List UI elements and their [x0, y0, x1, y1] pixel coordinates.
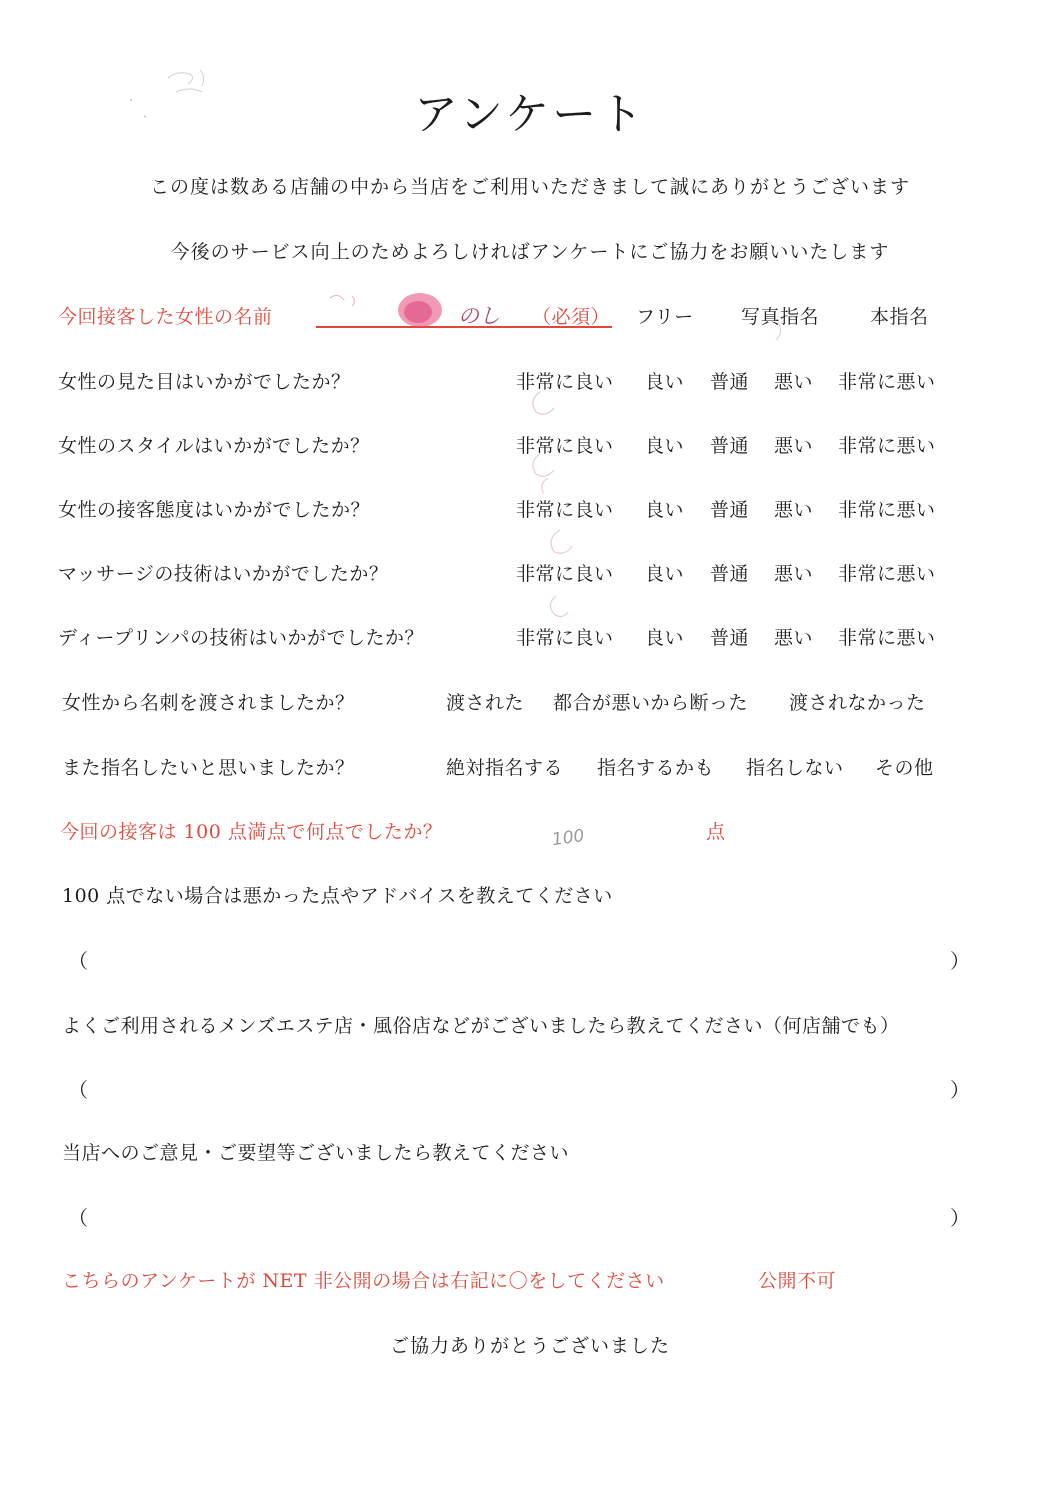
- rating-bad[interactable]: 悪い: [774, 435, 814, 457]
- rating-very-good[interactable]: 非常に良い: [516, 627, 614, 649]
- rating-good[interactable]: 良い: [645, 435, 685, 457]
- circle-mark-2: [533, 454, 554, 476]
- rating-bad[interactable]: 悪い: [774, 499, 814, 521]
- circle-mark-3: [542, 478, 548, 494]
- question-attitude: 女性の接客態度はいかがでしたか？: [58, 499, 371, 521]
- score-label: 今回の接客は 100 点満点で何点でしたか？: [60, 821, 443, 843]
- rating-bad[interactable]: 悪い: [774, 627, 814, 649]
- rating-very-bad[interactable]: 非常に悪い: [838, 627, 936, 649]
- advice-paren-open: （: [68, 949, 88, 973]
- rating-average[interactable]: 普通: [710, 435, 750, 457]
- intro-line-1: この度は数ある店舗の中から当店をご利用いただきまして誠にありがとうございます: [149, 176, 910, 198]
- rating-bad[interactable]: 悪い: [774, 563, 814, 585]
- question-massage: マッサージの技術はいかがでしたか？: [58, 563, 389, 585]
- name-label: 今回接客した女性の名前: [58, 306, 273, 328]
- intro-line-2: 今後のサービス向上のためよろしければアンケートにご協力をお願いいたします: [170, 241, 890, 263]
- closing-message: ご協力ありがとうございました: [389, 1335, 670, 1357]
- page-title: アンケート: [413, 89, 647, 140]
- handwritten-score[interactable]: 100: [550, 825, 586, 851]
- required-mark: （必須）: [532, 306, 611, 328]
- card-option-declined[interactable]: 都合が悪いから断った: [553, 692, 749, 714]
- net-private-option[interactable]: 公開不可: [758, 1270, 837, 1292]
- option-free[interactable]: フリー: [636, 306, 694, 328]
- circle-mark-6: [776, 322, 781, 340]
- rating-good[interactable]: 良い: [645, 371, 685, 393]
- shops-paren-close: ）: [950, 1078, 970, 1102]
- card-option-received[interactable]: 渡された: [446, 692, 525, 714]
- rating-average[interactable]: 普通: [710, 499, 750, 521]
- rating-very-bad[interactable]: 非常に悪い: [838, 563, 936, 585]
- card-option-not-received[interactable]: 渡されなかった: [789, 692, 926, 714]
- opinion-prompt: 当店へのご意見・ご要望等ございましたら教えてください: [62, 1142, 570, 1164]
- option-main-nomination[interactable]: 本指名: [870, 306, 929, 328]
- question-business-card: 女性から名刺を渡されましたか？: [62, 692, 355, 714]
- question-style: 女性のスタイルはいかがでしたか？: [58, 435, 370, 457]
- rating-average[interactable]: 普通: [710, 371, 750, 393]
- option-photo-nomination[interactable]: 写真指名: [741, 306, 820, 328]
- faint-name-stroke: [330, 295, 355, 306]
- rating-very-bad[interactable]: 非常に悪い: [838, 435, 936, 457]
- pink-scribble-core: [404, 301, 432, 323]
- rating-average[interactable]: 普通: [710, 627, 750, 649]
- rating-very-good[interactable]: 非常に良い: [516, 371, 614, 393]
- scan-dot-mark: [130, 100, 146, 117]
- advice-paren-close: ）: [950, 949, 970, 973]
- opinion-paren-open: （: [68, 1206, 88, 1230]
- rating-very-bad[interactable]: 非常に悪い: [838, 499, 936, 521]
- rating-very-bad[interactable]: 非常に悪い: [838, 371, 936, 393]
- repeat-option-no[interactable]: 指名しない: [746, 757, 844, 779]
- circle-mark-4: [551, 530, 572, 553]
- handwritten-name[interactable]: のし: [458, 304, 500, 328]
- scan-smudge-mark: [168, 70, 204, 92]
- shops-prompt: よくご利用されるメンズエステ店・風俗店などがございましたら教えてください（何店舗でも）: [62, 1015, 900, 1037]
- question-deep-lymph: ディープリンパの技術はいかがでしたか？: [58, 627, 424, 649]
- question-repeat-nomination: また指名したいと思いましたか？: [62, 757, 355, 779]
- net-notice: こちらのアンケートが NET 非公開の場合は右記に〇をしてください: [62, 1270, 665, 1292]
- score-unit: 点: [706, 821, 726, 843]
- rating-good[interactable]: 良い: [645, 627, 685, 649]
- advice-prompt: 100 点でない場合は悪かった点やアドバイスを教えてください: [62, 885, 613, 907]
- rating-very-good[interactable]: 非常に良い: [516, 435, 614, 457]
- circle-mark-5: [550, 596, 568, 617]
- repeat-option-definitely[interactable]: 絶対指名する: [446, 757, 564, 779]
- shops-paren-open: （: [68, 1078, 88, 1102]
- rating-very-good[interactable]: 非常に良い: [516, 563, 614, 585]
- circle-mark-1: [533, 392, 554, 414]
- rating-good[interactable]: 良い: [645, 499, 685, 521]
- repeat-option-other[interactable]: その他: [875, 757, 934, 779]
- repeat-option-maybe[interactable]: 指名するかも: [597, 757, 715, 779]
- rating-very-good[interactable]: 非常に良い: [516, 499, 614, 521]
- rating-bad[interactable]: 悪い: [774, 371, 814, 393]
- rating-average[interactable]: 普通: [710, 563, 750, 585]
- question-appearance: 女性の見た目はいかがでしたか？: [58, 371, 351, 393]
- opinion-paren-close: ）: [950, 1206, 970, 1230]
- rating-good[interactable]: 良い: [645, 563, 685, 585]
